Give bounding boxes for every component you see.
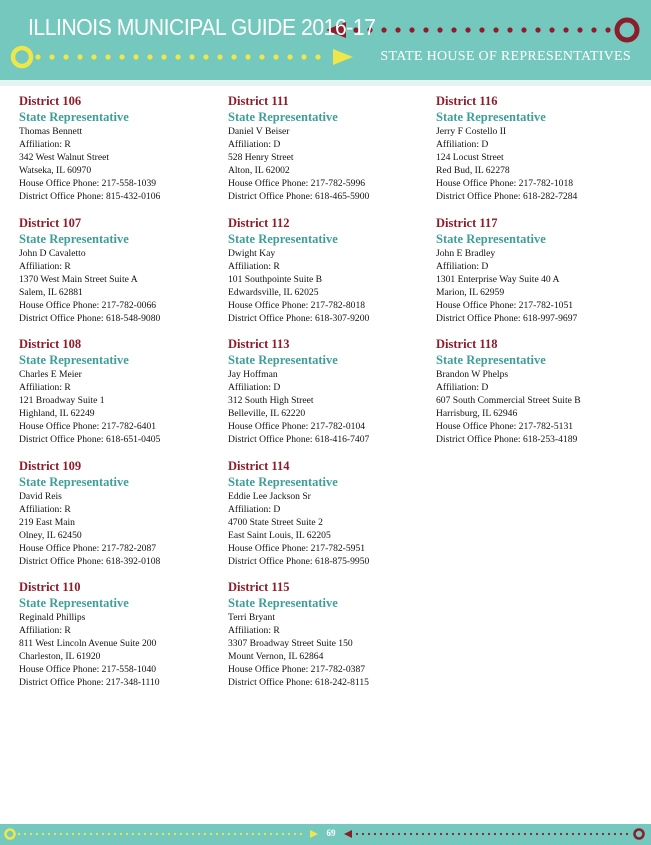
entry-district-phone: District Office Phone: 618-651-0405: [19, 434, 161, 445]
entry-house-phone: House Office Phone: 217-782-5996: [228, 178, 366, 189]
column-1: [19, 94, 219, 702]
representative-entry: [436, 337, 636, 459]
entry-district: District 107: [19, 215, 82, 230]
entry-role: State Representative: [228, 231, 338, 246]
entry-district: District 112: [228, 215, 290, 230]
dot-icon: [577, 27, 582, 32]
yellow-arrow-icon: [333, 49, 353, 65]
dot-icon: [231, 54, 236, 59]
entry-house-phone: House Office Phone: 217-782-6401: [19, 421, 157, 432]
entry-address1: 121 Broadway Suite 1: [19, 395, 105, 406]
representative-entry: [19, 337, 219, 459]
dot-icon: [605, 27, 610, 32]
entry-name: Jerry F Costello II: [436, 126, 507, 137]
entry-district-phone: District Office Phone: 618-282-7284: [436, 191, 578, 202]
dot-icon: [217, 54, 222, 59]
entry-role: State Representative: [228, 596, 338, 610]
dot-icon: [521, 27, 526, 32]
entry-district-phone: District Office Phone: 618-242-8115: [228, 677, 369, 688]
dot-icon: [35, 54, 40, 59]
entry-district-phone: District Office Phone: 217-348-1110: [19, 677, 160, 688]
dot-icon: [203, 54, 208, 59]
entry-affiliation: Affiliation: D: [228, 503, 281, 515]
maroon-ring-icon: [617, 20, 637, 40]
entry-affiliation: Affiliation: D: [436, 382, 489, 393]
entry-address1: 1301 Enterprise Way Suite 40 A: [436, 273, 560, 285]
dot-icon: [63, 54, 68, 59]
entry-district: District 114: [228, 458, 290, 473]
entry-role: State Representative: [19, 231, 129, 246]
header-decoration: [0, 0, 651, 86]
representative-entry: [19, 580, 219, 702]
dot-icon: [175, 54, 180, 59]
dot-icon: [105, 54, 110, 59]
entry-address2: Marion, IL 62959: [436, 286, 505, 298]
entry-affiliation: Affiliation: D: [228, 139, 281, 150]
yellow-ring-icon: [13, 48, 31, 66]
entry-affiliation: Affiliation: D: [436, 139, 489, 150]
entry-affiliation: Affiliation: R: [19, 382, 71, 393]
dot-icon: [395, 27, 400, 32]
dot-icon: [591, 27, 596, 32]
entry-address2: Harrisburg, IL 62946: [436, 408, 518, 419]
entry-name: Jay Hoffman: [228, 369, 278, 380]
entry-affiliation: Affiliation: D: [436, 260, 489, 272]
entry-address2: Highland, IL 62249: [19, 408, 95, 419]
entry-role: State Representative: [19, 474, 129, 489]
entry-address1: 811 West Lincoln Avenue Suite 200: [19, 638, 157, 649]
dot-icon: [315, 54, 320, 59]
entry-district: District 109: [19, 458, 82, 473]
column-2: [228, 94, 428, 702]
entry-house-phone: House Office Phone: 217-782-8018: [228, 299, 366, 311]
entry-role: State Representative: [19, 110, 129, 124]
dot-icon: [563, 27, 568, 32]
entry-address1: 101 Southpointe Suite B: [228, 273, 323, 285]
dot-icon: [451, 27, 456, 32]
entry-house-phone: House Office Phone: 217-782-2087: [19, 542, 157, 554]
entry-address2: Salem, IL 62881: [19, 286, 83, 298]
dot-icon: [535, 27, 540, 32]
entry-address1: 4700 State Street Suite 2: [228, 516, 323, 528]
dot-icon: [133, 54, 138, 59]
entry-district: District 108: [19, 337, 82, 351]
entry-house-phone: House Office Phone: 217-782-5131: [436, 421, 574, 432]
entry-name: David Reis: [19, 490, 62, 502]
entry-house-phone: House Office Phone: 217-782-1051: [436, 299, 574, 311]
dot-icon: [259, 54, 264, 59]
column-3: [436, 94, 636, 459]
entry-affiliation: Affiliation: R: [228, 625, 280, 636]
dot-icon: [437, 27, 442, 32]
yellow-dotted-line: [35, 54, 320, 59]
dot-icon: [493, 27, 498, 32]
representative-entry: [228, 216, 428, 338]
dot-icon: [49, 54, 54, 59]
dot-icon: [381, 27, 386, 32]
entry-address2: Charleston, IL 61920: [19, 651, 101, 662]
representative-entry: [436, 94, 636, 216]
dot-icon: [273, 54, 278, 59]
entry-district: District 116: [436, 94, 498, 108]
entry-district-phone: District Office Phone: 618-548-9080: [19, 312, 161, 324]
entry-district-phone: District Office Phone: 618-997-9697: [436, 312, 578, 324]
representative-entry: [228, 94, 428, 216]
entry-district: District 111: [228, 94, 289, 108]
entry-address1: 219 East Main: [19, 516, 75, 528]
entry-name: Reginald Phillips: [19, 612, 86, 623]
entry-address2: Alton, IL 62002: [228, 165, 290, 176]
dot-icon: [91, 54, 96, 59]
entry-affiliation: Affiliation: R: [19, 260, 71, 272]
entry-house-phone: House Office Phone: 217-782-0104: [228, 421, 366, 432]
entry-name: John D Cavaletto: [19, 247, 86, 259]
entry-role: State Representative: [228, 474, 338, 489]
entry-address1: 607 South Commercial Street Suite B: [436, 395, 581, 406]
entry-address2: Belleville, IL 62220: [228, 408, 306, 419]
entry-address1: 528 Henry Street: [228, 152, 294, 163]
entry-district-phone: District Office Phone: 618-416-7407: [228, 434, 370, 445]
entry-address1: 312 South High Street: [228, 395, 314, 406]
entry-affiliation: Affiliation: R: [19, 503, 71, 515]
entry-district: District 117: [436, 215, 498, 230]
entry-role: State Representative: [19, 596, 129, 610]
representative-entry: [228, 459, 428, 581]
representative-entry: [436, 216, 636, 338]
entry-name: Eddie Lee Jackson Sr: [228, 490, 311, 502]
entry-district: District 113: [228, 337, 290, 351]
entry-address1: 3307 Broadway Street Suite 150: [228, 638, 353, 649]
entry-affiliation: Affiliation: R: [19, 139, 71, 150]
entry-house-phone: House Office Phone: 217-558-1039: [19, 178, 157, 189]
entry-role: State Representative: [228, 110, 338, 124]
entry-affiliation: Affiliation: R: [228, 260, 280, 272]
dot-icon: [479, 27, 484, 32]
dot-icon: [245, 54, 250, 59]
entry-affiliation: Affiliation: R: [19, 625, 71, 636]
entry-address2: Watseka, IL 60970: [19, 165, 92, 176]
entry-address2: Edwardsville, IL 62025: [228, 286, 319, 298]
entry-district: District 110: [19, 580, 81, 594]
entry-house-phone: House Office Phone: 217-782-5951: [228, 542, 366, 554]
representative-entry: [228, 337, 428, 459]
dot-icon: [189, 54, 194, 59]
page-title: ILLINOIS MUNICIPAL GUIDE 2016-17: [28, 14, 376, 40]
entry-house-phone: House Office Phone: 217-782-1018: [436, 178, 574, 189]
entry-role: State Representative: [228, 353, 338, 367]
entry-district: District 106: [19, 94, 82, 108]
dot-icon: [549, 27, 554, 32]
dot-icon: [423, 27, 428, 32]
entry-address2: Red Bud, IL 62278: [436, 165, 510, 176]
entry-district-phone: District Office Phone: 618-307-9200: [228, 312, 370, 324]
entry-address1: 124 Locust Street: [436, 152, 504, 163]
dot-icon: [119, 54, 124, 59]
entry-district-phone: District Office Phone: 618-465-5900: [228, 191, 370, 202]
entry-role: State Representative: [436, 353, 546, 367]
entry-house-phone: House Office Phone: 217-558-1040: [19, 664, 157, 675]
entry-name: Terri Bryant: [228, 612, 276, 623]
dot-icon: [147, 54, 152, 59]
representative-entry: [228, 580, 428, 702]
dot-icon: [465, 27, 470, 32]
dot-icon: [77, 54, 82, 59]
entry-house-phone: House Office Phone: 217-782-0387: [228, 664, 366, 675]
entry-role: State Representative: [436, 231, 546, 246]
entry-district-phone: District Office Phone: 618-875-9950: [228, 555, 370, 567]
entry-name: Dwight Kay: [228, 247, 276, 259]
entry-name: Brandon W Phelps: [436, 369, 509, 380]
entry-district-phone: District Office Phone: 618-253-4189: [436, 434, 578, 445]
dot-icon: [507, 27, 512, 32]
entry-district: District 118: [436, 337, 498, 351]
section-title: STATE HOUSE OF REPRESENTATIVES: [380, 49, 631, 64]
entry-name: Charles E Meier: [19, 369, 82, 380]
dot-icon: [287, 54, 292, 59]
entry-affiliation: Affiliation: D: [228, 382, 281, 393]
entry-name: Thomas Bennett: [19, 126, 83, 137]
representative-entry: [19, 216, 219, 338]
entry-address2: Olney, IL 62450: [19, 529, 82, 541]
entry-district-phone: District Office Phone: 618-392-0108: [19, 555, 161, 567]
page-number: 69: [326, 828, 336, 838]
representative-entry: [19, 459, 219, 581]
entry-name: John E Bradley: [436, 247, 496, 259]
entry-address2: Mount Vernon, IL 62864: [228, 651, 324, 662]
entry-house-phone: House Office Phone: 217-782-0066: [19, 299, 157, 311]
entry-role: State Representative: [436, 110, 546, 124]
entry-name: Daniel V Beiser: [228, 126, 290, 137]
entry-address2: East Saint Louis, IL 62205: [228, 529, 331, 541]
entry-district-phone: District Office Phone: 815-432-0106: [19, 191, 161, 202]
entry-role: State Representative: [19, 353, 129, 367]
dot-icon: [161, 54, 166, 59]
dot-icon: [409, 27, 414, 32]
entry-address1: 1370 West Main Street Suite A: [19, 273, 138, 285]
dot-icon: [301, 54, 306, 59]
entry-address1: 342 West Walnut Street: [19, 152, 110, 163]
representative-entry: [19, 94, 219, 216]
entry-district: District 115: [228, 580, 290, 594]
